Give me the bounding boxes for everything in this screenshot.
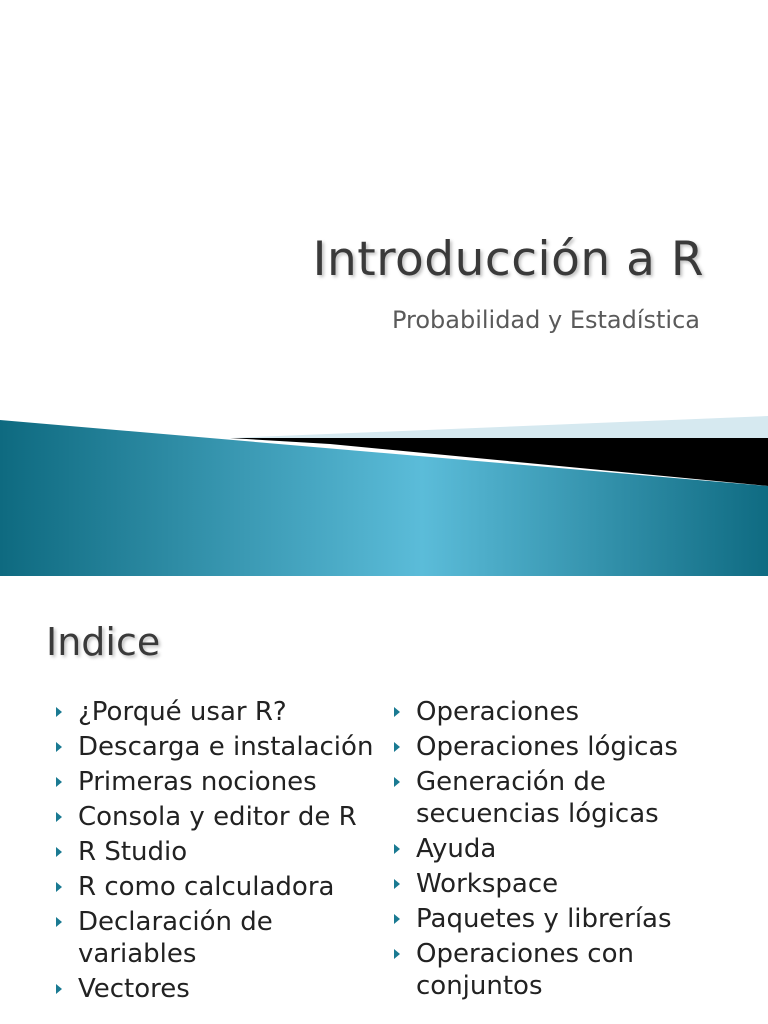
index-item-label: Operaciones (416, 697, 580, 727)
index-item-label: Primeras nociones (78, 767, 317, 797)
index-item (56, 766, 386, 798)
index-item (394, 938, 734, 1002)
slide-title: Introducción a R (312, 232, 704, 287)
index-item-label: Operaciones lógicas (416, 732, 678, 762)
triangle-bullet-icon (56, 777, 62, 787)
triangle-bullet-icon (56, 882, 62, 892)
index-item-label: R como calculadora (78, 872, 335, 902)
index-item (394, 833, 734, 865)
triangle-bullet-icon (56, 917, 62, 927)
index-list-left (56, 696, 386, 1008)
triangle-bullet-icon (56, 742, 62, 752)
triangle-bullet-icon (56, 707, 62, 717)
triangle-bullet-icon (394, 949, 400, 959)
index-item-label: Vectores (78, 974, 190, 1004)
index-item-label: Operaciones con conjuntos (416, 939, 634, 1001)
index-item (394, 868, 734, 900)
triangle-bullet-icon (394, 777, 400, 787)
index-item (394, 903, 734, 935)
index-item (394, 731, 734, 763)
index-item-label: R Studio (78, 837, 188, 867)
index-item-label: Workspace (416, 869, 559, 899)
index-item-label: Paquetes y librerías (416, 904, 672, 934)
index-item-label: Generación de secuencias lógicas (416, 767, 659, 829)
index-item (394, 766, 734, 830)
triangle-bullet-icon (394, 844, 400, 854)
slide-subtitle: Probabilidad y Estadística (391, 306, 700, 334)
index-item-label: Descarga e instalación (78, 732, 374, 762)
index-item (56, 696, 386, 728)
triangle-bullet-icon (56, 984, 62, 994)
triangle-bullet-icon (394, 742, 400, 752)
index-item-label: Ayuda (416, 834, 497, 864)
index-item-label: Declaración de variables (78, 907, 273, 969)
index-item (56, 731, 386, 763)
index-heading: Indice (46, 620, 161, 664)
decorative-banner (0, 408, 768, 576)
triangle-bullet-icon (394, 879, 400, 889)
index-item (56, 801, 386, 833)
triangle-bullet-icon (394, 914, 400, 924)
index-list-right (394, 696, 734, 1005)
index-item (56, 836, 386, 868)
index-item-label: Consola y editor de R (78, 802, 357, 832)
triangle-bullet-icon (56, 847, 62, 857)
index-slide (0, 576, 768, 1024)
index-item-label: ¿Porqué usar R? (78, 697, 287, 727)
index-item (56, 871, 386, 903)
triangle-bullet-icon (56, 812, 62, 822)
triangle-bullet-icon (394, 707, 400, 717)
index-item (56, 973, 386, 1005)
index-item (56, 906, 386, 970)
index-item (394, 696, 734, 728)
